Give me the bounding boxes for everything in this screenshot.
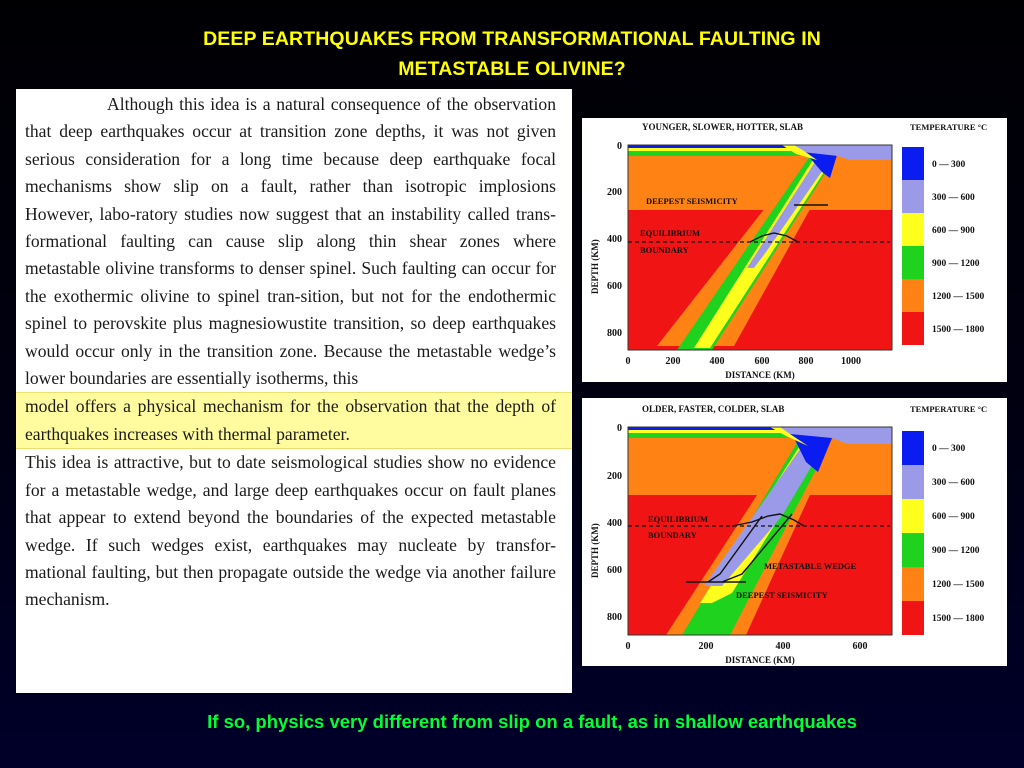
zone-1200-1500 [628,436,892,495]
legend-label-600-900: 600 — 900 [932,512,975,522]
x-tick-600: 600 [754,356,770,367]
legend-label-600-900: 600 — 900 [932,226,975,236]
legend-label-900-1200: 900 — 1200 [932,546,980,556]
legend-label-1200-1500: 1200 — 1500 [932,580,985,590]
y-tick-600: 600 [607,565,622,576]
x-axis-label: DISTANCE (KM) [725,370,795,380]
legend-label-300-600: 300 — 600 [932,478,975,488]
y-tick-800: 800 [607,328,622,339]
label-boundary: BOUNDARY [640,245,689,255]
legend-swatch-300-600 [902,465,924,499]
x-tick-400: 400 [775,641,791,652]
highlighted-sentence: model offers a physical mechanism for the observation that the depth of earthquakes increases with thermal parameter. [25,396,556,444]
y-tick-0: 0 [617,423,622,434]
label-equilibrium: EQUILIBRIUM [648,514,708,524]
y-tick-800: 800 [607,612,622,623]
x-tick-800: 800 [798,356,814,367]
x-tick-200: 200 [665,356,681,367]
label-equilibrium: EQUILIBRIUM [640,228,700,238]
highlight-band [16,392,572,449]
legend-swatch-600-900 [902,213,924,246]
legend-label-300-600: 300 — 600 [932,193,975,203]
figure-older-slab [582,398,1007,666]
label-deepest-seismicity: DEEPEST SEISMICITY [736,590,828,600]
legend-swatch-1500-1800 [902,312,924,345]
plot-title: YOUNGER, SLOWER, HOTTER, SLAB [642,122,804,132]
temperature-legend [902,404,987,635]
y-tick-600: 600 [607,281,622,292]
slide-title-line-1: DEEP EARTHQUAKES FROM TRANSFORMATIONAL FAULTING IN [203,28,821,50]
y-axis-label: DEPTH (KM) [590,239,600,294]
legend-label-1500-1800: 1500 — 1800 [932,325,985,335]
legend-swatch-900-1200 [902,533,924,567]
y-tick-200: 200 [607,187,622,198]
legend-swatch-300-600 [902,180,924,213]
y-tick-200: 200 [607,471,622,482]
x-tick-200: 200 [698,641,714,652]
legend-label-1500-1800: 1500 — 1800 [932,614,985,624]
x-tick-0: 0 [625,641,631,652]
x-tick-1000: 1000 [841,356,861,367]
legend-label-0-300: 0 — 300 [932,160,966,170]
y-tick-0: 0 [617,141,622,152]
paragraph-before-highlight: Although this idea is a natural consequence of the observation that deep earthquakes occur at transition zone depths, it was not given serious consideration for a long time because deep earthquake focal mechanisms show slip on a fault, rather than isotropic implosions However, labo-ratory studies now suggest that an instability called trans-formational faulting can cause slip along thin shear zones where metastable olivine transforms to denser spinel. Such faulting can occur for the exothermic olivine to spinel tran-sition, but not for the endothermic spinel to perovskite plus magnesiowustite transition, so deep earthquakes would occur only in the transition zone. Because the metastable wedge’s lower boundaries are essentially isotherms, this [25,94,556,389]
label-boundary: BOUNDARY [648,530,697,540]
figure-younger-slab-svg [582,118,1007,382]
legend-swatch-900-1200 [902,246,924,279]
bottom-caption: If so, physics very different from slip on a fault, as in shallow earthquakes [207,711,857,732]
slide-title-line-2: METASTABLE OLIVINE? [398,58,626,80]
label-deepest-seismicity: DEEPEST SEISMICITY [646,196,738,206]
y-tick-400: 400 [607,518,622,529]
legend-label-1200-1500: 1200 — 1500 [932,292,985,302]
label-metastable-wedge: METASTABLE WEDGE [764,561,857,571]
figure-older-slab-svg [582,398,1007,666]
legend-title: TEMPERATURE °C [910,404,988,414]
legend-swatch-600-900 [902,499,924,533]
legend-label-0-300: 0 — 300 [932,444,966,454]
x-tick-0: 0 [625,356,631,367]
legend-label-900-1200: 900 — 1200 [932,259,980,269]
legend-swatch-1500-1800 [902,601,924,635]
text-excerpt-panel [16,89,572,693]
paragraph-after-highlight: This idea is attractive, but to date seismological studies show no evidence for a metastable wedge, and large deep earthquakes occur on fault planes that appear to extend beyond the boundaries of the expected metastable wedge. If such wedges exist, earthquakes may nucleate by transfor-mational faulting, but then propagate outside the wedge via another failure mechanism. [25,452,556,610]
x-axis-label: DISTANCE (KM) [725,655,795,665]
y-axis-label: DEPTH (KM) [590,523,600,578]
x-tick-400: 400 [709,356,725,367]
legend-swatch-0-300 [902,147,924,180]
figure-younger-slab [582,118,1007,382]
temperature-legend [902,122,987,345]
x-tick-600: 600 [852,641,868,652]
legend-swatch-0-300 [902,431,924,465]
y-tick-400: 400 [607,234,622,245]
slide-title [60,24,964,84]
legend-swatch-1200-1500 [902,279,924,312]
legend-swatch-1200-1500 [902,567,924,601]
plot-title: OLDER, FASTER, COLDER, SLAB [642,404,785,414]
legend-title: TEMPERATURE °C [910,122,988,132]
